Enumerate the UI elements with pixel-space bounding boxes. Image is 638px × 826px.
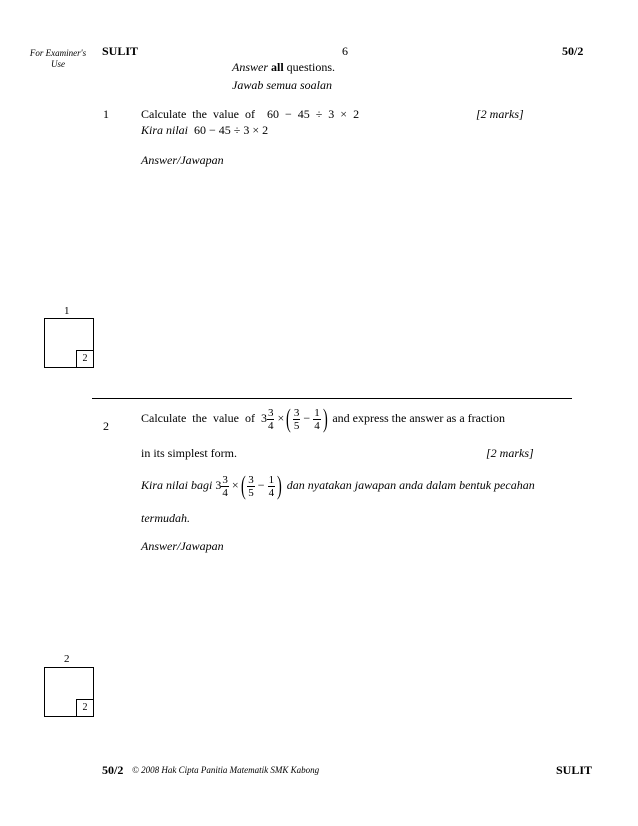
q2-prompt-en: Calculate the value of: [141, 410, 255, 425]
q2-times-my: ×: [231, 477, 239, 492]
page-number: 6: [342, 44, 348, 58]
q2-frac-1: [267, 407, 275, 432]
q2-box-label: 2: [64, 653, 70, 665]
right-paren-icon: ): [322, 404, 328, 433]
q2-whole-my: 3: [215, 477, 222, 492]
q1-marks: [2 marks]: [476, 107, 524, 121]
q2-line-en: [141, 406, 505, 432]
examiner-use-note: For Examiner's Use: [29, 48, 87, 69]
q2-prompt-my: Kira nilai bagi: [141, 477, 213, 492]
q2-prompt-en-after: and express the answer as a fraction: [332, 410, 505, 425]
q2-minus: −: [303, 410, 311, 425]
q2-mark-box-inner: 2: [76, 699, 93, 716]
footer-code: 50/2: [102, 763, 124, 777]
q2-my-frac-2: [247, 474, 255, 499]
q1-mark-box-inner: 2: [76, 350, 93, 367]
instruction-en-pre: Answer: [232, 60, 271, 74]
q2-my-frac-3-num: 1: [268, 473, 275, 486]
left-paren-my-icon: (: [240, 471, 246, 500]
footer-copyright: © 2008 Hak Cipta Panitia Matematik SMK Kabong: [132, 765, 320, 775]
footer-right-code: SULIT: [556, 763, 593, 777]
q1-mark-box: [44, 318, 94, 368]
question-divider: [92, 398, 572, 399]
q2-frac-3: [313, 407, 321, 432]
q2-my-frac-2-num: 3: [248, 473, 254, 486]
q2-frac-1-num: 3: [267, 406, 274, 419]
q1-expression-my: 60 − 45 ÷ 3 × 2: [194, 123, 269, 137]
q1-box-label: 1: [64, 305, 70, 317]
q2-my-frac-1-num: 3: [222, 473, 228, 486]
instruction-en: [232, 60, 335, 75]
q1-number: 1: [103, 107, 109, 121]
q2-my-frac-1-den: 4: [222, 486, 228, 499]
q2-times: ×: [277, 410, 285, 425]
q2-line2-my: termudah.: [141, 511, 190, 525]
q2-my-frac-1: [221, 474, 229, 499]
instruction-my: Jawab semua soalan: [232, 78, 332, 92]
q2-line2-en: in its simplest form.: [141, 446, 237, 460]
q2-answer-label: Answer/Jawapan: [141, 539, 224, 553]
q2-line-my: [141, 473, 535, 499]
q2-my-frac-2-den: 5: [248, 486, 254, 499]
q1-answer-label: Answer/Jawapan: [141, 153, 224, 167]
q2-prompt-my-after: dan nyatakan jawapan anda dalam bentuk pecahan: [286, 477, 535, 492]
left-paren-icon: (: [286, 404, 291, 433]
q2-my-frac-3-den: 4: [268, 486, 275, 499]
q2-frac-2-num: 3: [293, 406, 300, 419]
right-paren-my-icon: ): [277, 471, 282, 500]
q2-my-frac-3: [268, 474, 276, 499]
instruction-en-bold: all: [271, 60, 284, 74]
q2-minus-my: −: [257, 477, 265, 492]
q1-expression-en: 60 − 45 ÷ 3 × 2: [266, 107, 360, 121]
q1-prompt-en: Calculate the value of: [141, 107, 255, 121]
q2-frac-3-den: 4: [314, 419, 320, 432]
q1-text-my: [141, 123, 268, 138]
q2-frac-1-den: 4: [267, 419, 274, 432]
header-right-code: 50/2: [562, 44, 584, 58]
instruction-en-post: questions.: [283, 60, 336, 74]
q2-marks: [2 marks]: [486, 446, 534, 460]
q2-whole: 3: [260, 410, 267, 425]
q2-frac-2: [293, 407, 301, 432]
q2-frac-2-den: 5: [293, 419, 300, 432]
q2-mark-box: [44, 667, 94, 717]
q2-frac-3-num: 1: [314, 406, 320, 419]
q1-text-en: [141, 107, 359, 122]
q1-prompt-my: Kira nilai: [141, 123, 189, 137]
header-left-code: SULIT: [102, 44, 139, 58]
q2-number: 2: [103, 419, 109, 433]
